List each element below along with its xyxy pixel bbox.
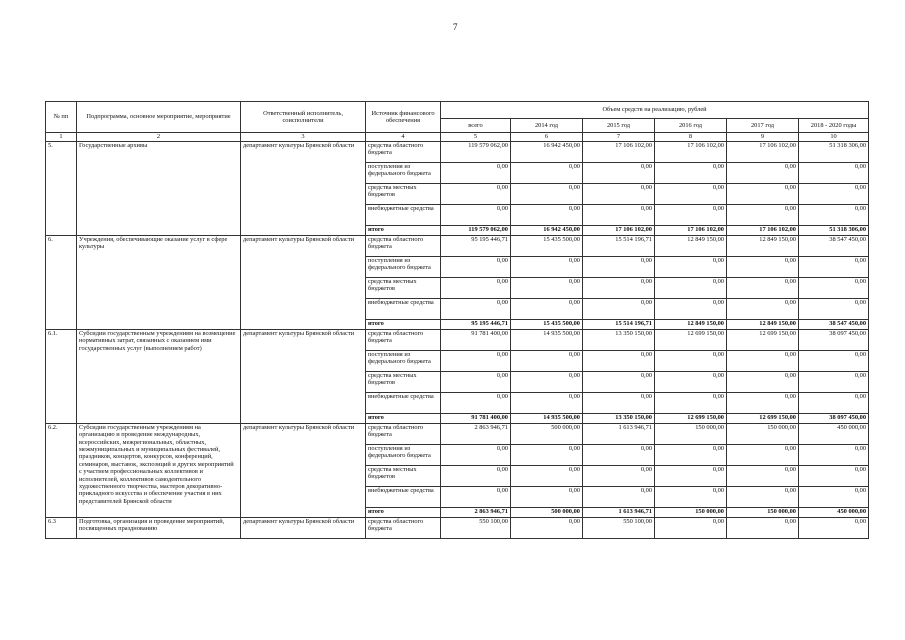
amount-cell: 0,00 — [655, 257, 727, 278]
amount-cell: 12 699 150,00 — [727, 330, 799, 351]
measure-name: Субсидии государственным учреждениям на возмещение нормативных затрат, связанных с оказанием ими государственных услуг (выполнением работ) — [77, 330, 241, 424]
row-number: 5. — [46, 142, 77, 236]
responsible-executor: департамент культуры Брянской области — [241, 142, 366, 236]
amount-cell: 0,00 — [727, 299, 799, 320]
amount-cell: 12 849 150,00 — [655, 236, 727, 257]
amount-cell: 38 547 450,00 — [799, 320, 869, 330]
funding-source: средства областного бюджета — [366, 330, 441, 351]
amount-cell: 0,00 — [655, 184, 727, 205]
funding-source: внебюджетные средства — [366, 393, 441, 414]
amount-cell: 0,00 — [655, 487, 727, 508]
column-number: 8 — [655, 133, 727, 142]
header-year: 2018 - 2020 годы — [799, 119, 869, 133]
amount-cell: 16 942 450,00 — [511, 226, 583, 236]
header-num: № пп — [46, 102, 77, 133]
responsible-executor: департамент культуры Брянской области — [241, 424, 366, 518]
amount-cell: 17 106 102,00 — [583, 142, 655, 163]
column-number: 9 — [727, 133, 799, 142]
amount-cell: 0,00 — [583, 445, 655, 466]
table-row — [46, 424, 869, 445]
amount-cell: 0,00 — [655, 278, 727, 299]
funding-source: внебюджетные средства — [366, 205, 441, 226]
amount-cell: 0,00 — [583, 393, 655, 414]
amount-cell: 0,00 — [511, 518, 583, 539]
amount-cell: 0,00 — [583, 466, 655, 487]
header-executor: Ответственный исполнитель, соисполнители — [241, 102, 366, 133]
amount-cell: 12 699 150,00 — [655, 330, 727, 351]
amount-cell: 14 935 500,00 — [511, 414, 583, 424]
amount-cell: 12 699 150,00 — [727, 414, 799, 424]
table-row — [46, 330, 869, 351]
amount-cell: 0,00 — [583, 299, 655, 320]
measure-name: Государственные архивы — [77, 142, 241, 236]
amount-cell: 91 781 400,00 — [441, 414, 511, 424]
amount-cell: 119 579 062,00 — [441, 142, 511, 163]
header-year: 2017 год — [727, 119, 799, 133]
amount-cell: 0,00 — [799, 205, 869, 226]
funding-source: средства местных бюджетов — [366, 278, 441, 299]
amount-cell: 12 849 150,00 — [727, 320, 799, 330]
funding-source: средства областного бюджета — [366, 142, 441, 163]
column-number: 10 — [799, 133, 869, 142]
row-number: 6.3 — [46, 518, 77, 539]
amount-cell: 15 514 196,71 — [583, 236, 655, 257]
amount-cell: 12 699 150,00 — [655, 414, 727, 424]
amount-cell: 0,00 — [583, 257, 655, 278]
amount-cell: 0,00 — [727, 518, 799, 539]
column-number: 7 — [583, 133, 655, 142]
amount-cell: 150 000,00 — [727, 424, 799, 445]
amount-cell: 0,00 — [799, 163, 869, 184]
header-source: Источник финансового обеспечения — [366, 102, 441, 133]
amount-cell: 0,00 — [799, 466, 869, 487]
amount-cell: 0,00 — [655, 466, 727, 487]
amount-cell: 0,00 — [441, 278, 511, 299]
amount-cell: 14 935 500,00 — [511, 330, 583, 351]
amount-cell: 0,00 — [799, 257, 869, 278]
amount-cell: 119 579 062,00 — [441, 226, 511, 236]
amount-cell: 0,00 — [799, 351, 869, 372]
page-number: 7 — [453, 22, 458, 32]
amount-cell: 13 350 150,00 — [583, 330, 655, 351]
amount-cell: 0,00 — [655, 351, 727, 372]
amount-cell: 16 942 450,00 — [511, 142, 583, 163]
amount-cell: 0,00 — [441, 487, 511, 508]
amount-cell: 17 106 102,00 — [583, 226, 655, 236]
header-year: 2014 год — [511, 119, 583, 133]
amount-cell: 15 435 500,00 — [511, 320, 583, 330]
amount-cell: 0,00 — [799, 518, 869, 539]
amount-cell: 0,00 — [799, 487, 869, 508]
amount-cell: 38 097 450,00 — [799, 330, 869, 351]
header-year: 2015 год — [583, 119, 655, 133]
amount-cell: 13 350 150,00 — [583, 414, 655, 424]
amount-cell: 0,00 — [799, 278, 869, 299]
amount-cell: 0,00 — [655, 393, 727, 414]
amount-cell: 0,00 — [511, 466, 583, 487]
amount-cell: 0,00 — [727, 372, 799, 393]
row-number: 6.1. — [46, 330, 77, 424]
column-number: 6 — [511, 133, 583, 142]
amount-cell: 0,00 — [799, 299, 869, 320]
measure-name: Субсидии государственным учреждениям на организацию и проведение международных, всероссийских, межрегиональных, областных, межмуниципальных и муниципальных фестивалей, праздников, концертов, конкурсов, конференций, семинаров, выставок, экспозиций и других мероприятий с участием профессиональных коллективов и исполнителей, коллективов самодеятельного художественного творчества, мастеров декоративно-прикладного искусства и обеспечение участия в них представителей Брянской области — [77, 424, 241, 518]
amount-cell: 0,00 — [441, 184, 511, 205]
funding-source: средства местных бюджетов — [366, 184, 441, 205]
amount-cell: 150 000,00 — [727, 508, 799, 518]
amount-cell: 0,00 — [655, 445, 727, 466]
header-year: 2016 год — [655, 119, 727, 133]
amount-cell: 0,00 — [441, 163, 511, 184]
amount-cell: 500 000,00 — [511, 424, 583, 445]
funding-source: поступления из федерального бюджета — [366, 445, 441, 466]
amount-cell: 0,00 — [583, 372, 655, 393]
table-row — [46, 142, 869, 163]
responsible-executor: департамент культуры Брянской области — [241, 330, 366, 424]
amount-cell: 1 613 946,71 — [583, 508, 655, 518]
funding-source: итого — [366, 320, 441, 330]
table-header — [46, 102, 869, 142]
amount-cell: 150 000,00 — [655, 424, 727, 445]
amount-cell: 2 863 946,71 — [441, 424, 511, 445]
amount-cell: 550 100,00 — [583, 518, 655, 539]
column-number: 1 — [46, 133, 77, 142]
amount-cell: 0,00 — [583, 163, 655, 184]
funding-source: средства местных бюджетов — [366, 466, 441, 487]
amount-cell: 0,00 — [511, 278, 583, 299]
table-body — [46, 142, 869, 539]
amount-cell: 0,00 — [441, 351, 511, 372]
funding-source: итого — [366, 508, 441, 518]
funding-source: средства областного бюджета — [366, 518, 441, 539]
amount-cell: 0,00 — [511, 184, 583, 205]
amount-cell: 0,00 — [511, 351, 583, 372]
column-number: 3 — [241, 133, 366, 142]
funding-source: итого — [366, 414, 441, 424]
amount-cell: 0,00 — [441, 299, 511, 320]
amount-cell: 0,00 — [727, 393, 799, 414]
amount-cell: 2 863 946,71 — [441, 508, 511, 518]
responsible-executor: департамент культуры Брянской области — [241, 518, 366, 539]
amount-cell: 0,00 — [441, 466, 511, 487]
funding-source: внебюджетные средства — [366, 487, 441, 508]
amount-cell: 95 195 446,71 — [441, 236, 511, 257]
column-number: 4 — [366, 133, 441, 142]
amount-cell: 17 106 102,00 — [655, 142, 727, 163]
amount-cell: 0,00 — [727, 445, 799, 466]
table-row — [46, 518, 869, 539]
amount-cell: 0,00 — [655, 163, 727, 184]
measure-name: Учреждения, обеспечивающие оказание услуг в сфере культуры — [77, 236, 241, 330]
amount-cell: 17 106 102,00 — [727, 142, 799, 163]
amount-cell: 0,00 — [441, 445, 511, 466]
funding-source: средства областного бюджета — [366, 236, 441, 257]
column-number: 5 — [441, 133, 511, 142]
header-year: всего — [441, 119, 511, 133]
amount-cell: 12 849 150,00 — [655, 320, 727, 330]
amount-cell: 0,00 — [655, 205, 727, 226]
budget-table — [45, 101, 869, 539]
responsible-executor: департамент культуры Брянской области — [241, 236, 366, 330]
funding-source: средства областного бюджета — [366, 424, 441, 445]
amount-cell: 0,00 — [727, 257, 799, 278]
amount-cell: 0,00 — [655, 299, 727, 320]
amount-cell: 0,00 — [655, 518, 727, 539]
amount-cell: 0,00 — [511, 445, 583, 466]
amount-cell: 0,00 — [583, 487, 655, 508]
header-name: Подпрограмма, основное мероприятие, мероприятие — [77, 102, 241, 133]
table-row — [46, 236, 869, 257]
amount-cell: 0,00 — [511, 257, 583, 278]
amount-cell: 0,00 — [727, 278, 799, 299]
amount-cell: 0,00 — [727, 205, 799, 226]
amount-cell: 17 106 102,00 — [727, 226, 799, 236]
amount-cell: 0,00 — [727, 163, 799, 184]
funding-source: поступления из федерального бюджета — [366, 351, 441, 372]
amount-cell: 0,00 — [799, 393, 869, 414]
amount-cell: 0,00 — [727, 466, 799, 487]
amount-cell: 0,00 — [799, 184, 869, 205]
amount-cell: 91 781 400,00 — [441, 330, 511, 351]
amount-cell: 0,00 — [727, 184, 799, 205]
funding-source: итого — [366, 226, 441, 236]
amount-cell: 0,00 — [727, 487, 799, 508]
amount-cell: 0,00 — [799, 372, 869, 393]
row-number: 6. — [46, 236, 77, 330]
amount-cell: 0,00 — [511, 393, 583, 414]
funding-source: средства местных бюджетов — [366, 372, 441, 393]
amount-cell: 0,00 — [441, 205, 511, 226]
column-number: 2 — [77, 133, 241, 142]
header-volume: Объем средств на реализацию, рублей — [441, 102, 869, 119]
amount-cell: 450 000,00 — [799, 424, 869, 445]
measure-name: Подготовка, организация и проведение мероприятий, посвященных празднованию — [77, 518, 241, 539]
funding-source: поступления из федерального бюджета — [366, 257, 441, 278]
column-number-row — [46, 133, 869, 142]
funding-source: поступления из федерального бюджета — [366, 163, 441, 184]
amount-cell: 0,00 — [511, 372, 583, 393]
amount-cell: 51 318 306,00 — [799, 226, 869, 236]
amount-cell: 0,00 — [583, 278, 655, 299]
amount-cell: 0,00 — [441, 393, 511, 414]
amount-cell: 450 000,00 — [799, 508, 869, 518]
amount-cell: 500 000,00 — [511, 508, 583, 518]
amount-cell: 51 318 306,00 — [799, 142, 869, 163]
amount-cell: 12 849 150,00 — [727, 236, 799, 257]
amount-cell: 38 097 450,00 — [799, 414, 869, 424]
amount-cell: 0,00 — [799, 445, 869, 466]
funding-source: внебюджетные средства — [366, 299, 441, 320]
amount-cell: 38 547 450,00 — [799, 236, 869, 257]
amount-cell: 17 106 102,00 — [655, 226, 727, 236]
amount-cell: 95 195 446,71 — [441, 320, 511, 330]
amount-cell: 1 613 946,71 — [583, 424, 655, 445]
amount-cell: 0,00 — [511, 205, 583, 226]
amount-cell: 0,00 — [511, 299, 583, 320]
amount-cell: 15 514 196,71 — [583, 320, 655, 330]
amount-cell: 0,00 — [583, 351, 655, 372]
amount-cell: 0,00 — [441, 257, 511, 278]
amount-cell: 0,00 — [441, 372, 511, 393]
amount-cell: 15 435 500,00 — [511, 236, 583, 257]
amount-cell: 0,00 — [727, 351, 799, 372]
amount-cell: 150 000,00 — [655, 508, 727, 518]
amount-cell: 550 100,00 — [441, 518, 511, 539]
amount-cell: 0,00 — [655, 372, 727, 393]
amount-cell: 0,00 — [583, 184, 655, 205]
amount-cell: 0,00 — [583, 205, 655, 226]
amount-cell: 0,00 — [511, 163, 583, 184]
amount-cell: 0,00 — [511, 487, 583, 508]
row-number: 6.2. — [46, 424, 77, 518]
